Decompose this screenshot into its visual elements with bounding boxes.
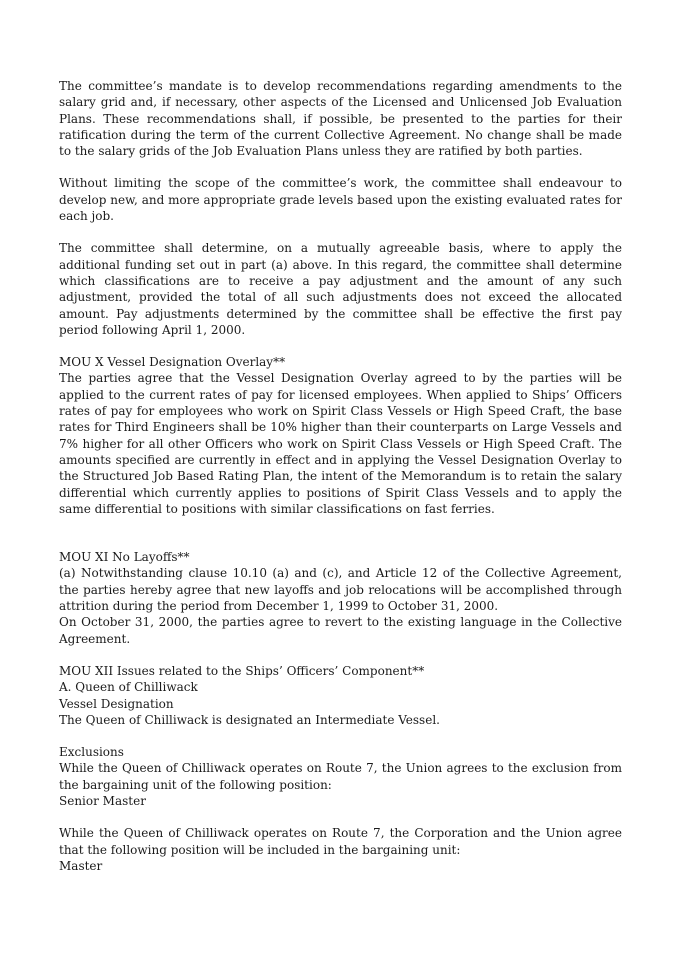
vessel-designation-label: Vessel Designation [59,696,174,711]
mou-xi-heading: MOU XI No Layoffs** [59,550,190,565]
committee-mandate-paragraph: The committee’s mandate is to develop recommendations regarding amendments to the salary grid and, if necessary, other aspects of the Licensed and Unlicensed Job Evaluation Plans. These recommendations shall, if possible, be presented to the parties for their ratification during the term of the current Collective Agreement. No change shall be made to the salary grids of the Job Evaluation Plans unless they are ratified by both parties. [59,79,622,159]
document-page [59,78,622,874]
mou-x-heading: MOU X Vessel Designation Overlay** [59,355,286,370]
mou-xii-section [59,663,622,874]
vessel-designation-text: The Queen of Chilliwack is designated an Intermediate Vessel. [59,712,440,727]
section-spacer [59,728,622,744]
mou-xi-section [59,549,622,647]
mou-xi-body-b: On October 31, 2000, the parties agree to revert to the existing language in the Collective Agreement. [59,615,622,646]
section-spacer [59,809,622,825]
exclusions-text: While the Queen of Chilliwack operates on Route 7, the Union agrees to the exclusion from the bargaining unit of the following position: [59,761,622,792]
mou-x-section [59,354,622,517]
mou-x-body: The parties agree that the Vessel Designation Overlay agreed to by the parties will be applied to the current rates of pay for licensed employees. When applied to Ships’ Officers rates of pay for employees who work on Spirit Class Vessels or High Speed Craft, the base rates for Third Engineers shall be 10% higher than their counterparts on Large Vessels and 7% higher for all other Officers who work on Spirit Class Vessels or High Speed Craft. The amounts specified are currently in effect and in applying the Vessel Designation Overlay to the Structured Job Based Rating Plan, the intent of the Memorandum is to retain the salary differential which currently applies to positions of Spirit Class Vessels and to apply the same differential to positions with similar classifications on fast ferries. [59,371,622,516]
committee-scope-paragraph: Without limiting the scope of the committee’s work, the committee shall endeavour to develop new, and more appropriate grade levels based upon the existing evaluated rates for each job. [59,176,622,224]
committee-funding-paragraph: The committee shall determine, on a mutually agreeable basis, where to apply the additional funding set out in part (a) above. In this regard, the committee shall determine which classifications are to receive a pay adjustment and the amount of any such adjustment, provided the total of all such adjustments does not exceed the allocated amount. Pay adjustments determined by the committee shall be effective the first pay period following April 1, 2000. [59,241,622,337]
mou-xii-sub-a: A. Queen of Chilliwack [59,680,198,695]
inclusion-text: While the Queen of Chilliwack operates on Route 7, the Corporation and the Union agree that the following position will be included in the bargaining unit: [59,826,622,857]
exclusions-position: Senior Master [59,793,146,808]
mou-xii-heading: MOU XII Issues related to the Ships’ Officers’ Component** [59,663,425,678]
mou-xi-body-a: (a) Notwithstanding clause 10.10 (a) and (c), and Article 12 of the Collective Agreement, the parties hereby agree that new layoffs and job relocations will be accomplished through attrition during the period from December 1, 1999 to October 31, 2000. [59,566,622,614]
section-spacer [59,517,622,549]
inclusion-position: Master [59,858,103,873]
exclusions-label: Exclusions [59,745,124,760]
